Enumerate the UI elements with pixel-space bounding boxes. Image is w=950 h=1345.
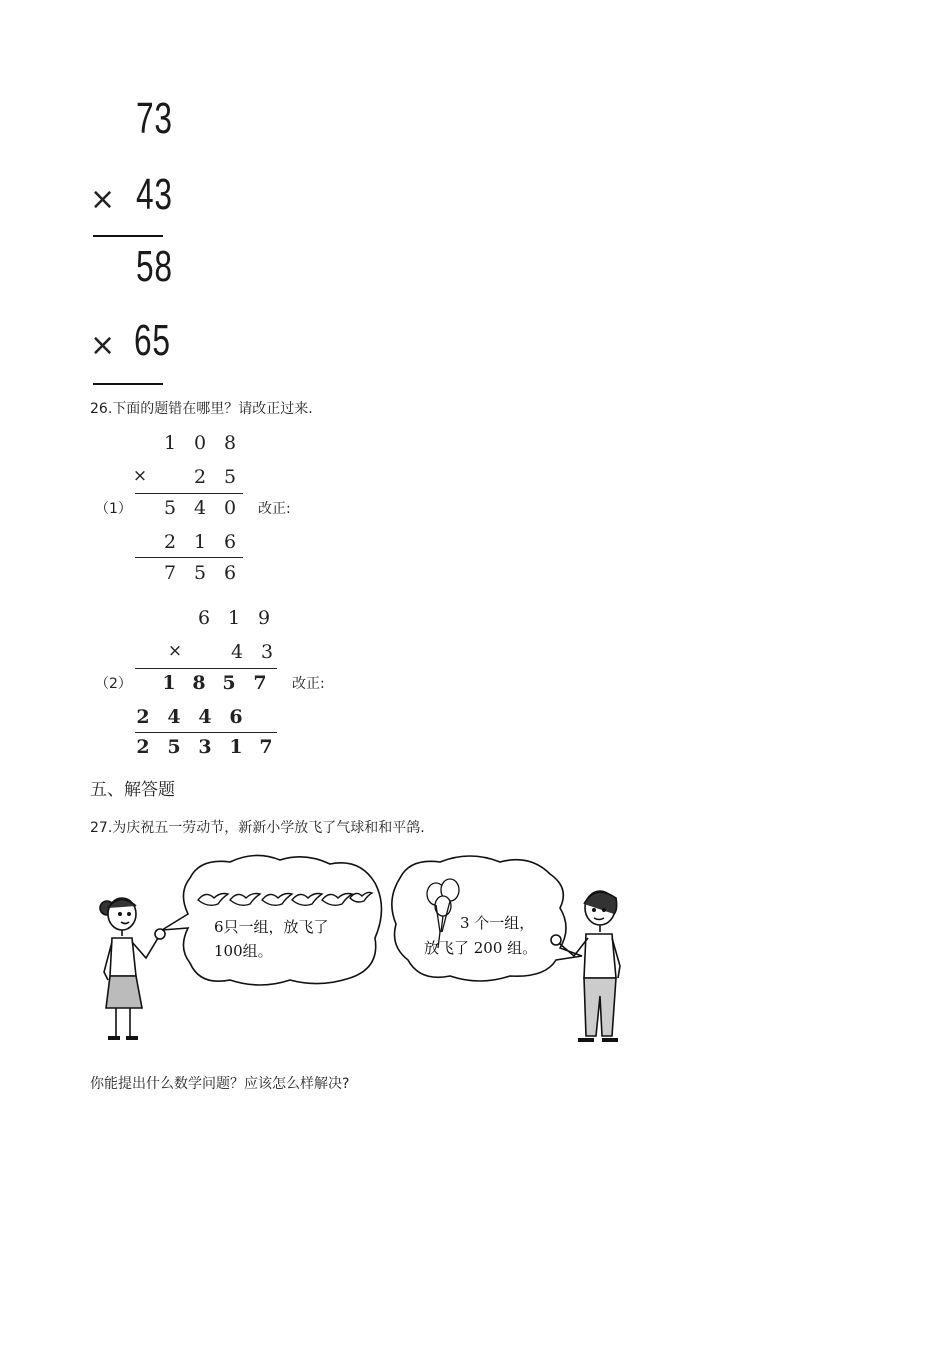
q26-title: 26.下面的题错在哪里？请改正过来. (90, 401, 313, 417)
p2-digit: 2 (136, 706, 150, 728)
section-title: 五、解答题 (90, 780, 175, 800)
p1-digit: 5 (163, 497, 177, 519)
q27-question: 你能提出什么数学问题？应该怎么样解决? (90, 1076, 350, 1092)
p2-digit: 7 (253, 672, 267, 694)
p1-digit: 2 (193, 466, 207, 488)
p1-line (135, 493, 243, 494)
p2-digit: 6 (197, 607, 211, 629)
p2-digit: 2 (136, 736, 150, 758)
girl-bubble-line1: 6只一组，放飞了 (214, 918, 329, 936)
girl-figure (100, 898, 165, 1038)
p2-digit: 3 (260, 641, 274, 663)
p1-digit: 1 (193, 531, 207, 553)
mult1-underline (93, 235, 163, 237)
p1-digit: 8 (223, 432, 237, 454)
p1-line (135, 557, 243, 558)
p1-digit: 2 (163, 531, 177, 553)
p1-digit: 6 (223, 562, 237, 584)
p2-correct-label: 改正: (292, 676, 325, 692)
p1-digit: 6 (223, 531, 237, 553)
p2-digit: 7 (259, 736, 273, 758)
p2-digit: 9 (257, 607, 271, 629)
q27-illustration (90, 848, 650, 1053)
girl-bubble-line2: 100组。 (214, 942, 273, 960)
p2-digit: 4 (198, 706, 212, 728)
p2-line (135, 668, 277, 669)
p2-label: （2） (95, 676, 132, 692)
mult2-times-sign: × (90, 328, 116, 363)
mult2-bottom-number: 65 (134, 316, 171, 365)
p1-correct-label: 改正: (258, 501, 291, 517)
p1-digit: 0 (223, 497, 237, 519)
p2-digit: 6 (229, 706, 243, 728)
mult1-times-sign: × (90, 182, 116, 217)
p2-digit: 1 (162, 672, 176, 694)
p2-digit: 4 (230, 641, 244, 663)
mult2-top-number: 58 (136, 242, 173, 291)
p2-digit: 1 (229, 736, 243, 758)
p1-digit: 1 (163, 432, 177, 454)
p1-digit: 5 (223, 466, 237, 488)
mult2-underline (93, 383, 163, 385)
p1-digit: 4 (193, 497, 207, 519)
p2-digit: 3 (198, 736, 212, 758)
p1-digit: 7 (163, 562, 177, 584)
p2-digit: 5 (167, 736, 181, 758)
mult1-bottom-number: 43 (136, 170, 173, 219)
p2-digit: 4 (167, 706, 181, 728)
p1-times-sign: × (132, 466, 148, 486)
p2-digit: 5 (222, 672, 236, 694)
p2-digit: 1 (227, 607, 241, 629)
p2-times-sign: × (167, 641, 183, 661)
p2-digit: 8 (192, 672, 206, 694)
p1-digit: 5 (193, 562, 207, 584)
mult1-top-number: 73 (136, 94, 173, 143)
boy-bubble-line2: 放飞了 200 组。 (424, 939, 538, 957)
boy-bubble-line1: 3 个一组， (460, 914, 535, 932)
p1-label: （1） (95, 501, 132, 517)
p2-line (135, 732, 277, 733)
p1-digit: 0 (193, 432, 207, 454)
q27-title: 27.为庆祝五一劳动节，新新小学放飞了气球和和平鸽. (90, 820, 425, 836)
